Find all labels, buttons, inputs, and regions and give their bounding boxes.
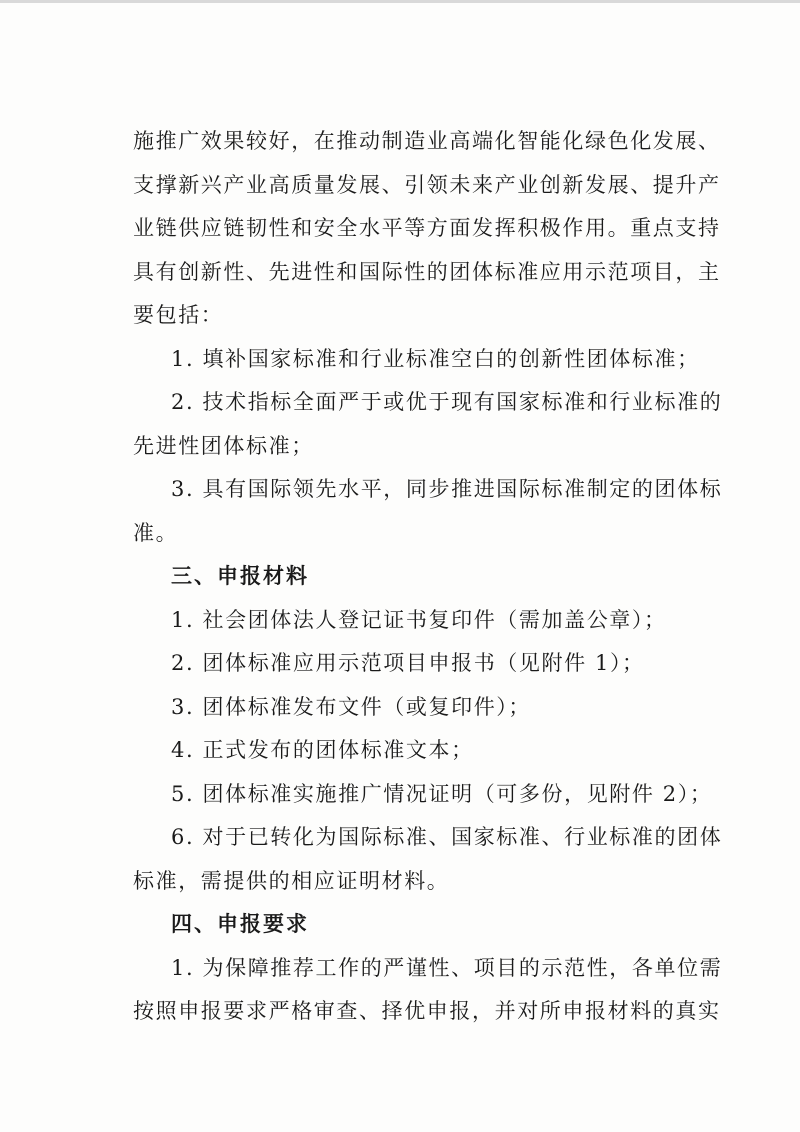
text-line: 先进性团体标准； — [133, 433, 314, 458]
text-line: 1. 填补国家标准和行业标准空白的创新性团体标准； — [171, 346, 700, 371]
text-line: 1. 为保障推荐工作的严谨性、项目的示范性，各单位需 — [171, 955, 723, 980]
text-line: 4. 正式发布的团体标准文本； — [171, 738, 474, 762]
text-line: 3. 具有国际领先水平，同步推进国际标准制定的团体标 — [171, 477, 723, 501]
text-line: 施推广效果较好，在推动制造业高端化智能化绿色化发展、 — [133, 129, 721, 153]
text-line: 2. 技术指标全面严于或优于现有国家标准和行业标准的 — [171, 390, 723, 414]
text-line: 业链供应链韧性和安全水平等方面发挥积极作用。重点支持 — [133, 216, 721, 240]
text-line: 准。 — [133, 520, 179, 545]
text-line: 3. 团体标准发布文件（或复印件）； — [171, 694, 532, 719]
text-line: 1. 社会团体法人登记证书复印件（需加盖公章）； — [171, 607, 667, 632]
text-line: 标准，需提供的相应证明材料。 — [133, 868, 450, 893]
text-line: 2. 团体标准应用示范项目申报书（见附件 1）； — [171, 651, 645, 675]
section-heading: 三、申报材料 — [171, 564, 309, 588]
text-line: 按照申报要求严格审查、择优申报，并对所申报材料的真实 — [133, 999, 721, 1023]
text-line: 具有创新性、先进性和国际性的团体标准应用示范项目，主 — [133, 259, 721, 284]
text-line: 5. 团体标准实施推广情况证明（可多份，见附件 2）； — [171, 781, 713, 806]
text-line: 要包括： — [133, 303, 224, 327]
document-body — [133, 120, 723, 1034]
section-heading: 四、申报要求 — [171, 912, 309, 936]
scan-top-edge — [0, 0, 800, 3]
text-line: 支撑新兴产业高质量发展、引领未来产业创新发展、提升产 — [133, 172, 721, 197]
text-line: 6. 对于已转化为国际标准、国家标准、行业标准的团体 — [171, 825, 723, 849]
